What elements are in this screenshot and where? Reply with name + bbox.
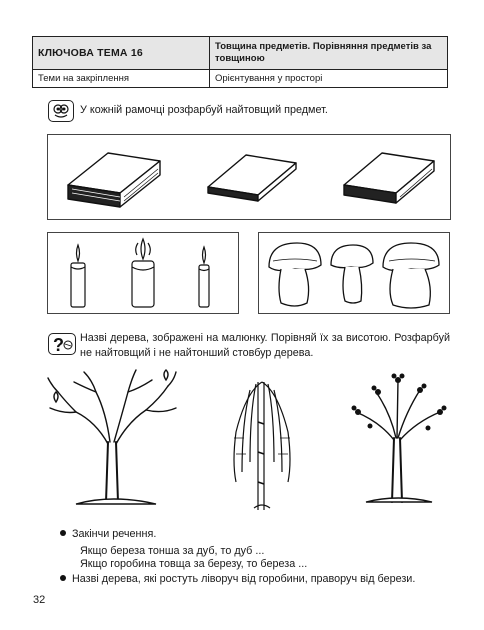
sentence-2: Якщо горобина товща за березу, то береза ... (80, 558, 308, 570)
bullet-text: Закінчи речення. (72, 528, 157, 540)
review-topic: Орієнтування у просторі (210, 70, 448, 88)
rowan-tree (356, 380, 440, 502)
question-mark-icon (48, 333, 76, 355)
mushrooms-frame (258, 232, 450, 314)
topic-number: КЛЮЧОВА ТЕМА 16 (33, 37, 210, 70)
books-frame (47, 134, 451, 220)
oak-tree (48, 370, 176, 504)
topic-title: Товщина предметів. Порівняння предметів за товщиною (210, 37, 448, 70)
thin-book (208, 155, 296, 201)
candles-frame (47, 232, 239, 314)
bullet-item-2 (60, 572, 415, 586)
birch-tree (234, 382, 290, 510)
review-label: Теми на закріплення (33, 70, 210, 88)
rowan-berries (352, 374, 447, 431)
thick-book (68, 153, 160, 207)
bullet-dot (60, 575, 66, 581)
bullet-text: Назві дерева, які ростуть ліворуч від горобини, праворуч від берези. (72, 573, 416, 585)
trees-illustration (36, 362, 456, 514)
page-number: 32 (33, 594, 46, 606)
frog-face-icon (48, 100, 74, 122)
task2-instruction: Назві дерева, зображені на малюнку. Порівняй їх за висотою. Розфарбуй не найтовщий і не найтонший стовбур дерева. (80, 332, 450, 359)
bullet-item-1 (60, 527, 156, 541)
sentence-1: Якщо береза тонша за дуб, то дуб ... (80, 545, 265, 557)
medium-book (344, 153, 434, 203)
svg-text:?: ? (53, 335, 64, 354)
topic-header-table (32, 36, 448, 88)
bullet-dot (60, 530, 66, 536)
task1-instruction: У кожній рамочці розфарбуй найтовщий предмет. (80, 104, 328, 116)
